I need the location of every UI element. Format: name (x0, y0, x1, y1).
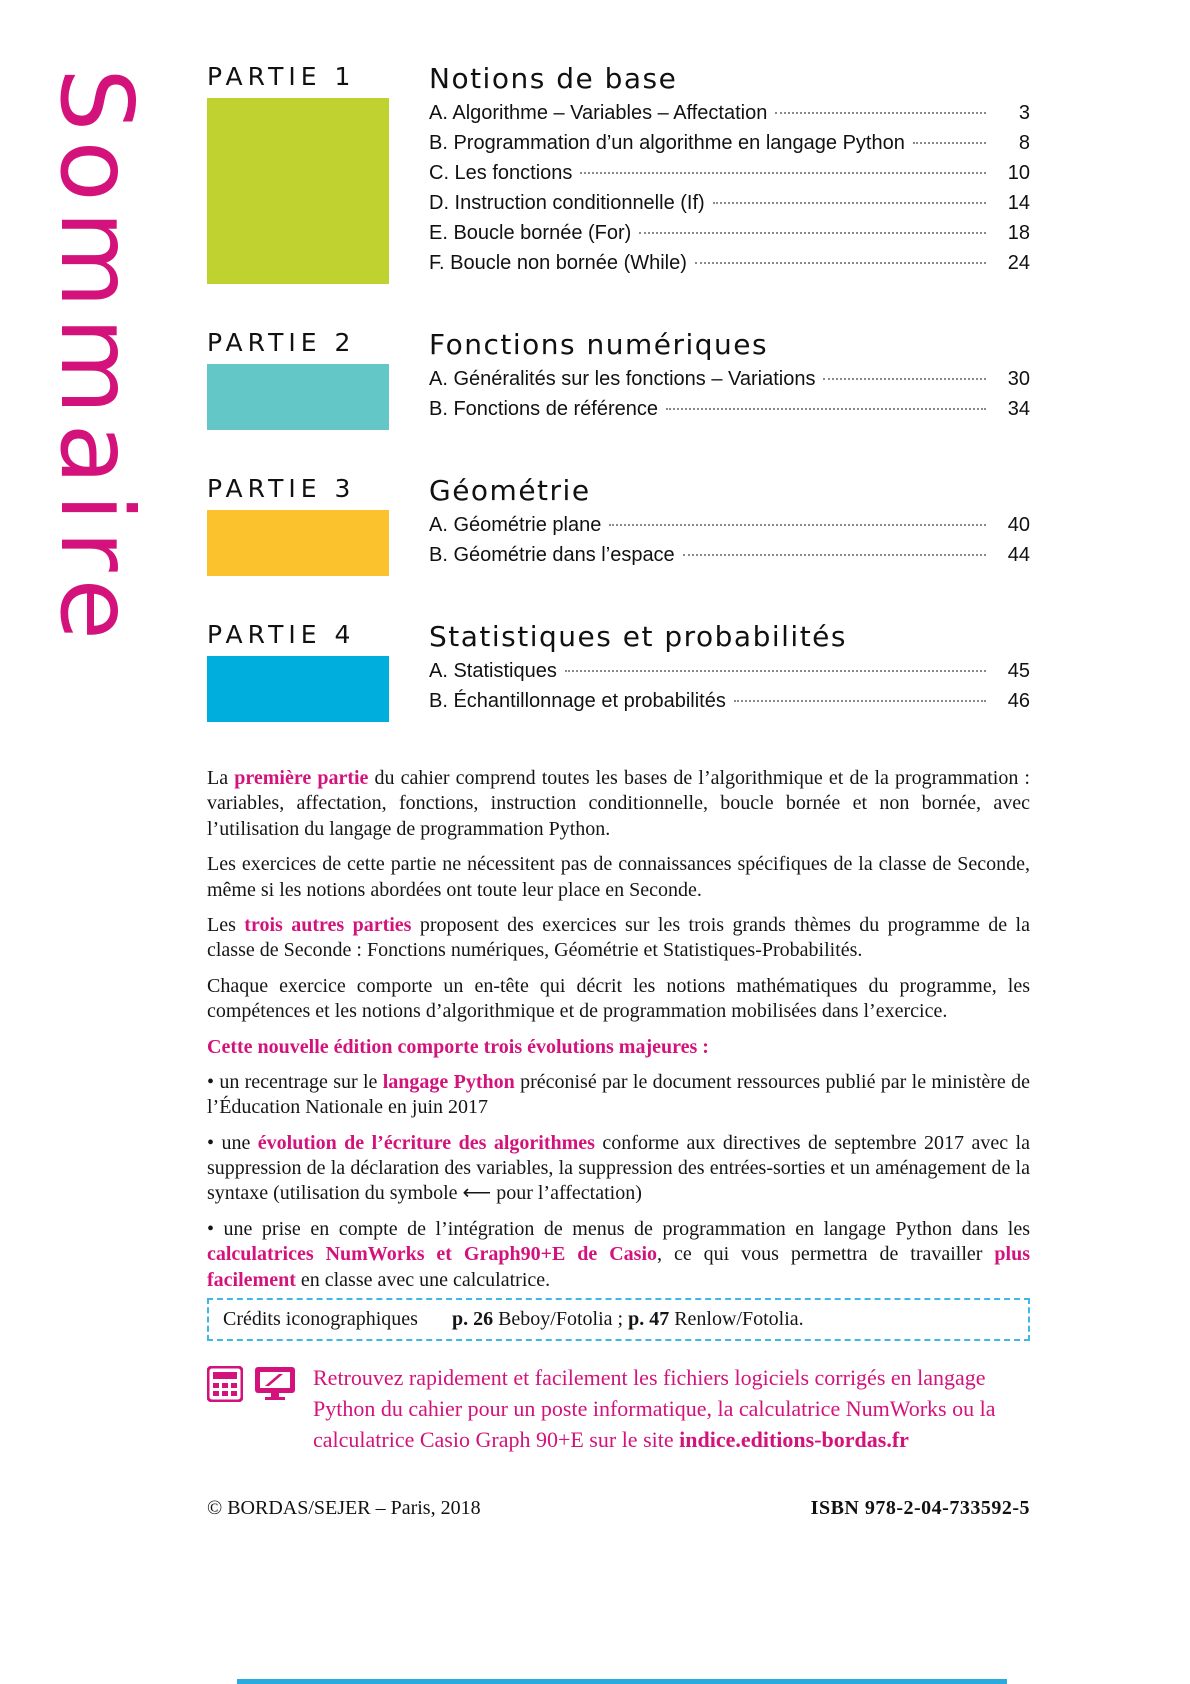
text-segment: p. 26 (451, 1308, 494, 1330)
text-segment: , ce qui vous permettra de travailler (657, 1243, 995, 1266)
toc-entry-label: E. Boucle bornée (For) (429, 222, 632, 244)
text-segment: Chaque exercice comporte un en-tête qui décrit les notions mathématiques du programme, les compétences et les notions d’algorithmique et de programmation mobilisées dans l’exercice. (207, 974, 1030, 1023)
toc-list (429, 514, 1030, 574)
dotted-leader (609, 524, 986, 526)
text-segment: Renlow/Fotolia. (669, 1308, 804, 1330)
part-label: PARTIE 1 (207, 62, 356, 91)
part-content (429, 62, 1030, 284)
toc-entry-label: B. Fonctions de référence (429, 398, 659, 420)
toc-item (429, 222, 1030, 252)
toc-item (429, 162, 1030, 192)
text-segment: plus facilement (207, 1243, 1030, 1291)
part-left-column (207, 474, 389, 576)
text-segment: conforme aux directives de septembre 2017 avec la suppression de la déclaration des variables, la suppression des entrées-sorties et un aménagement de la syntaxe (utilisation du symbole ⟵ pour l’affectation) (207, 1131, 1030, 1205)
monitor-icon (253, 1366, 297, 1407)
toc-item (429, 660, 1030, 690)
part-title: Notions de base (429, 62, 678, 95)
part-label: PARTIE 2 (207, 328, 356, 357)
copyright-text: © BORDAS/SEJER – Paris, 2018 (207, 1497, 481, 1519)
dotted-leader (565, 670, 986, 672)
toc-entry-label: D. Instruction conditionnelle (If) (429, 192, 705, 214)
part-label: PARTIE 3 (207, 474, 356, 503)
toc-page-number: 30 (1007, 368, 1030, 390)
toc-entry-label: F. Boucle non bornée (While) (429, 252, 687, 274)
paragraph (207, 852, 1030, 903)
paragraph (207, 913, 1030, 964)
toc-item (429, 690, 1030, 720)
paragraph (207, 1217, 1030, 1293)
calculator-icon (207, 1366, 243, 1407)
toc-list (429, 660, 1030, 720)
text-segment: Beboy/Fotolia ; (493, 1308, 629, 1330)
intro-paragraphs (207, 766, 1030, 1293)
part-color-block (207, 98, 389, 284)
paragraph (207, 1070, 1030, 1121)
toc-page-number: 45 (1007, 660, 1030, 682)
text-segment: Retrouvez rapidement et facilement les fichiers logiciels corrigés en langage Python du cahier pour un poste informatique, la calculatrice NumWorks ou la calculatrice Casio Graph 90+E sur le site (313, 1365, 996, 1453)
dotted-leader (913, 142, 986, 144)
part-title: Statistiques et probabilités (429, 620, 847, 653)
toc-entry-label: A. Statistiques (429, 660, 557, 682)
text-segment: trois autres parties (244, 913, 412, 936)
toc-entry-label: A. Généralités sur les fonctions – Variations (429, 368, 816, 390)
toc-parts (207, 62, 1030, 722)
part-left-column (207, 328, 389, 430)
toc-page-number: 40 (1007, 514, 1030, 536)
toc-page-number: 24 (1007, 252, 1030, 274)
dotted-leader (580, 172, 986, 174)
paragraph (207, 1131, 1030, 1207)
toc-entry-label: B. Échantillonnage et probabilités (429, 690, 726, 712)
toc-page-number: 14 (1007, 192, 1030, 214)
part-content (429, 620, 1030, 722)
text-segment: p. 47 (628, 1308, 670, 1330)
part-color-block (207, 364, 389, 430)
toc-entry-label: B. Programmation d’un algorithme en langage Python (429, 132, 905, 154)
part-content (429, 328, 1030, 430)
toc-page-number: 3 (1018, 102, 1030, 124)
part-color-block (207, 656, 389, 722)
paragraph (207, 974, 1030, 1025)
text-segment: • un recentrage sur le (207, 1070, 383, 1093)
text-segment: • une prise en compte de l’intégration de menus de programmation en langage Python dans les (207, 1217, 1030, 1240)
toc-page-number: 34 (1007, 398, 1030, 420)
vertical-page-title: Sommaire (38, 68, 155, 649)
text-segment: indice.editions-bordas.fr (679, 1427, 909, 1453)
dotted-leader (823, 378, 986, 380)
toc-list (429, 368, 1030, 428)
toc-page-number: 10 (1007, 162, 1030, 184)
text-segment: • une (207, 1131, 258, 1154)
page-footer (207, 1497, 1030, 1520)
info-icons (207, 1362, 297, 1407)
dotted-leader (666, 408, 986, 410)
toc-list (429, 102, 1030, 282)
dotted-leader (734, 700, 986, 702)
toc-entry-label: A. Algorithme – Variables – Affectation (429, 102, 768, 124)
dotted-leader (775, 112, 986, 114)
text-segment: Cette nouvelle édition comporte trois évolutions majeures : (207, 1035, 709, 1058)
page-edge-decoration (237, 1679, 1007, 1684)
text-segment: Les (207, 913, 245, 936)
text-segment: proposent des exercices sur les trois grands thèmes du programme de la classe de Seconde : Fonctions numériques, Géométrie et Statistiques-Probabilités. (207, 913, 1030, 962)
dotted-leader (713, 202, 986, 204)
dotted-leader (695, 262, 986, 264)
credits-label: Crédits iconographiques (223, 1308, 418, 1330)
toc-part (207, 328, 1030, 430)
toc-page-number: 8 (1018, 132, 1030, 154)
toc-page-number: 18 (1007, 222, 1030, 244)
toc-part (207, 62, 1030, 284)
toc-item (429, 368, 1030, 398)
paragraph (207, 766, 1030, 842)
credits-text (452, 1308, 804, 1331)
part-color-block (207, 510, 389, 576)
paragraph (207, 1035, 1030, 1060)
digital-resources-note (207, 1362, 1047, 1456)
toc-entry-label: C. Les fonctions (429, 162, 573, 184)
info-text (313, 1362, 1028, 1456)
toc-page-number: 44 (1007, 544, 1030, 566)
toc-item (429, 102, 1030, 132)
part-left-column (207, 62, 389, 284)
toc-entry-label: B. Géométrie dans l’espace (429, 544, 675, 566)
text-segment: évolution de l’écriture des algorithmes (257, 1131, 595, 1154)
toc-item (429, 192, 1030, 222)
part-title: Géométrie (429, 474, 591, 507)
main-content (207, 62, 1030, 1303)
part-left-column (207, 620, 389, 722)
part-title: Fonctions numériques (429, 328, 769, 361)
dotted-leader (683, 554, 986, 556)
isbn-text: ISBN 978-2-04-733592-5 (810, 1497, 1030, 1519)
text-segment: calculatrices NumWorks et Graph90+E de Casio (207, 1243, 657, 1266)
toc-part (207, 620, 1030, 722)
dotted-leader (639, 232, 986, 234)
text-segment: langage Python (382, 1070, 515, 1093)
toc-item (429, 252, 1030, 282)
text-segment: La (207, 767, 235, 789)
toc-part (207, 474, 1030, 576)
part-content (429, 474, 1030, 576)
credits-box (207, 1298, 1030, 1341)
toc-item (429, 398, 1030, 428)
toc-item (429, 544, 1030, 574)
toc-page-number: 46 (1007, 690, 1030, 712)
text-segment: première partie (234, 767, 369, 789)
toc-item (429, 514, 1030, 544)
toc-entry-label: A. Géométrie plane (429, 514, 602, 536)
text-segment: en classe avec une calculatrice. (295, 1268, 551, 1291)
part-label: PARTIE 4 (207, 620, 356, 649)
text-segment: du cahier comprend toutes les bases de l’algorithmique et de la programmation : variables, affectation, fonctions, instruction conditionnelle, boucle bornée et non bornée, avec l’utilisation du langage de programmation Python. (207, 767, 1030, 840)
toc-item (429, 132, 1030, 162)
text-segment: Les exercices de cette partie ne nécessitent pas de connaissances spécifiques de la classe de Seconde, même si les notions abordées ont toute leur place en Seconde. (207, 853, 1030, 901)
text-segment: préconisé par le document ressources publié par le ministère de l’Éducation Nationale en juin 2017 (207, 1070, 1031, 1119)
